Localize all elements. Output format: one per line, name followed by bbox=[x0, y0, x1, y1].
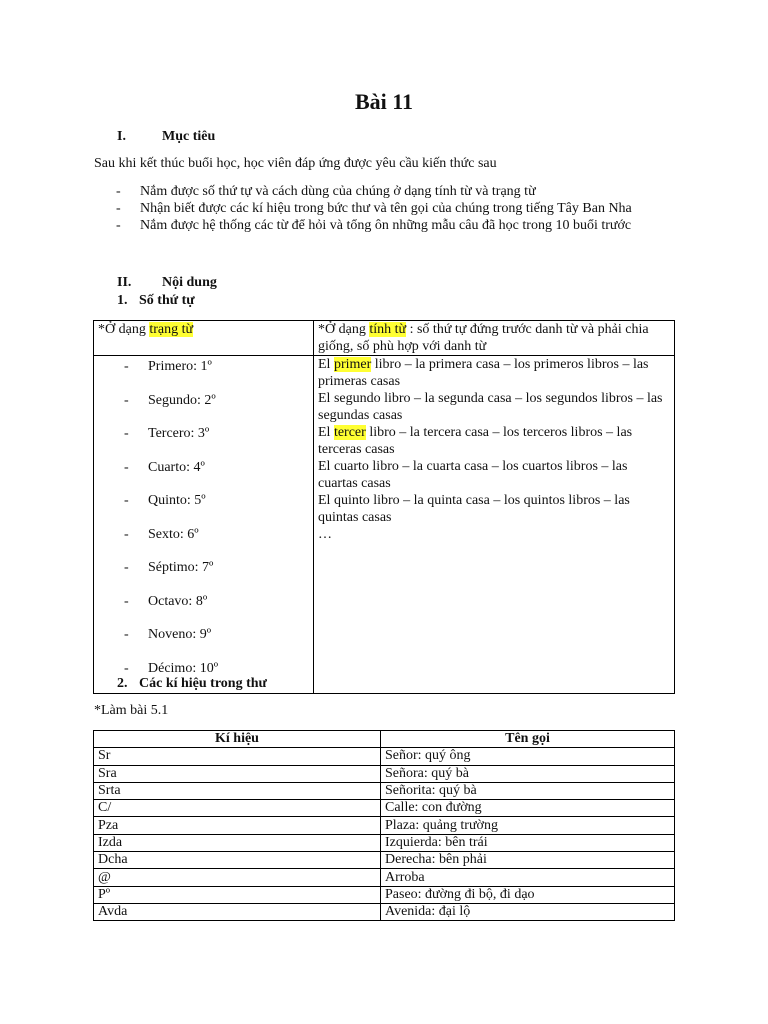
ellipsis: … bbox=[318, 527, 332, 542]
ordinal-item: - Segundo: 2º bbox=[124, 392, 216, 408]
lesson-title: Bài 11 bbox=[354, 89, 414, 114]
symbol-name-cell: Izquierda: bên trái bbox=[381, 834, 675, 851]
symbol-cell: Srta bbox=[94, 782, 381, 799]
adjective-header-cell: *Ở dạng tính từ : số thứ tự đứng trước danh từ và phải chia giống, số phù hợp với danh từ bbox=[314, 321, 675, 356]
highlighted-term: tercer bbox=[333, 425, 366, 440]
subsection-number: 2. bbox=[117, 676, 128, 691]
ordinal-table bbox=[93, 320, 675, 694]
section-label: Mục tiêu bbox=[162, 129, 216, 144]
ordinal-item: - Quinto: 5º bbox=[124, 493, 206, 508]
symbol-cell: Pza bbox=[94, 817, 381, 834]
symbol-cell: C/ bbox=[94, 800, 381, 817]
example-line: El quinto libro – la quinta casa – los quintos libros – las quintas casas bbox=[318, 493, 630, 525]
ordinal-table-body-row bbox=[94, 356, 675, 694]
table-row bbox=[94, 765, 675, 782]
table-row bbox=[94, 834, 675, 851]
ordinal-item: - Cuarto: 4º bbox=[124, 459, 205, 475]
symbols-body bbox=[94, 748, 675, 921]
symbol-name-cell: Plaza: quảng trường bbox=[381, 817, 675, 834]
section-number: I. bbox=[117, 129, 126, 144]
symbol-name-cell: Calle: con đường bbox=[381, 800, 675, 817]
adverb-header-cell: *Ở dạng trạng từ bbox=[94, 321, 314, 356]
symbol-name-cell: Señorita: quý bà bbox=[381, 782, 675, 799]
objective-item: - Nắm được hệ thống các từ để hỏi và tổng ôn những mẫu câu đã học trong 10 buổi trước bbox=[116, 218, 632, 233]
objective-item: - Nhận biết được các kí hiệu trong bức thư và tên gọi của chúng trong tiếng Tây Ban Nha bbox=[116, 201, 632, 216]
ordinal-item: - Sexto: 6º bbox=[124, 526, 199, 542]
ordinal-item: - Octavo: 8º bbox=[124, 593, 208, 609]
section-number: II. bbox=[117, 275, 132, 290]
intro-text: Sau khi kết thúc buổi học, học viên đáp ứng được yêu cầu kiến thức sau bbox=[94, 156, 497, 171]
name-column-header: Tên gọi bbox=[381, 731, 675, 748]
highlighted-term: tính từ bbox=[369, 322, 407, 337]
ordinal-item: - Tercero: 3º bbox=[124, 426, 210, 441]
symbol-cell: Sr bbox=[94, 748, 381, 765]
table-row bbox=[94, 800, 675, 817]
symbol-cell: Avda bbox=[94, 903, 381, 920]
symbol-name-cell: Señora: quý bà bbox=[381, 765, 675, 782]
example-line: El tercer libro – la tercera casa – los terceros libros – las terceras casas bbox=[318, 425, 633, 457]
examples-cell bbox=[314, 356, 675, 694]
subsection-label: Số thứ tự bbox=[139, 293, 195, 308]
symbol-column-header: Kí hiệu bbox=[94, 731, 381, 748]
highlighted-term: trạng từ bbox=[149, 322, 194, 337]
table-row bbox=[94, 903, 675, 920]
symbol-cell: Izda bbox=[94, 834, 381, 851]
symbols-table bbox=[93, 730, 675, 921]
table-row bbox=[94, 782, 675, 799]
symbols-header-row bbox=[94, 731, 675, 748]
subsection-number: 1. bbox=[117, 293, 128, 308]
example-line: El segundo libro – la segunda casa – los segundos libros – las segundas casas bbox=[318, 391, 663, 423]
example-line: El cuarto libro – la cuarta casa – los cuartos libros – las cuartas casas bbox=[318, 459, 628, 491]
ordinal-item: - Primero: 1º bbox=[124, 359, 212, 374]
table-row bbox=[94, 748, 675, 765]
symbol-name-cell: Señor: quý ông bbox=[381, 748, 675, 765]
table-row bbox=[94, 852, 675, 869]
table-row bbox=[94, 886, 675, 903]
exercise-note: *Làm bài 5.1 bbox=[94, 703, 169, 718]
ordinal-table-header-row bbox=[94, 321, 675, 356]
symbol-name-cell: Arroba bbox=[381, 869, 675, 886]
example-line: El primer libro – la primera casa – los primeros libros – las primeras casas bbox=[318, 357, 649, 389]
highlighted-term: primer bbox=[333, 357, 372, 372]
ordinal-item: - Décimo: 10º bbox=[124, 660, 219, 676]
symbol-cell: Dcha bbox=[94, 852, 381, 869]
objective-item: - Nắm được số thứ tự và cách dùng của chúng ở dạng tính từ và trạng từ bbox=[116, 184, 536, 199]
objectives-list bbox=[94, 183, 674, 234]
subsection-label: Các kí hiệu trong thư bbox=[139, 676, 267, 691]
ordinal-list-cell bbox=[94, 356, 314, 694]
symbol-name-cell: Paseo: đường đi bộ, đi dạo bbox=[381, 886, 675, 903]
table-row bbox=[94, 869, 675, 886]
ordinal-item: - Noveno: 9º bbox=[124, 627, 212, 642]
symbol-cell: Pº bbox=[94, 886, 381, 903]
section-label: Nội dung bbox=[162, 275, 217, 290]
ordinal-item: - Séptimo: 7º bbox=[124, 560, 214, 575]
ordinal-list bbox=[98, 356, 309, 693]
table-row bbox=[94, 817, 675, 834]
symbol-cell: @ bbox=[94, 869, 381, 886]
symbol-cell: Sra bbox=[94, 765, 381, 782]
symbol-name-cell: Avenida: đại lộ bbox=[381, 903, 675, 920]
symbol-name-cell: Derecha: bên phải bbox=[381, 852, 675, 869]
